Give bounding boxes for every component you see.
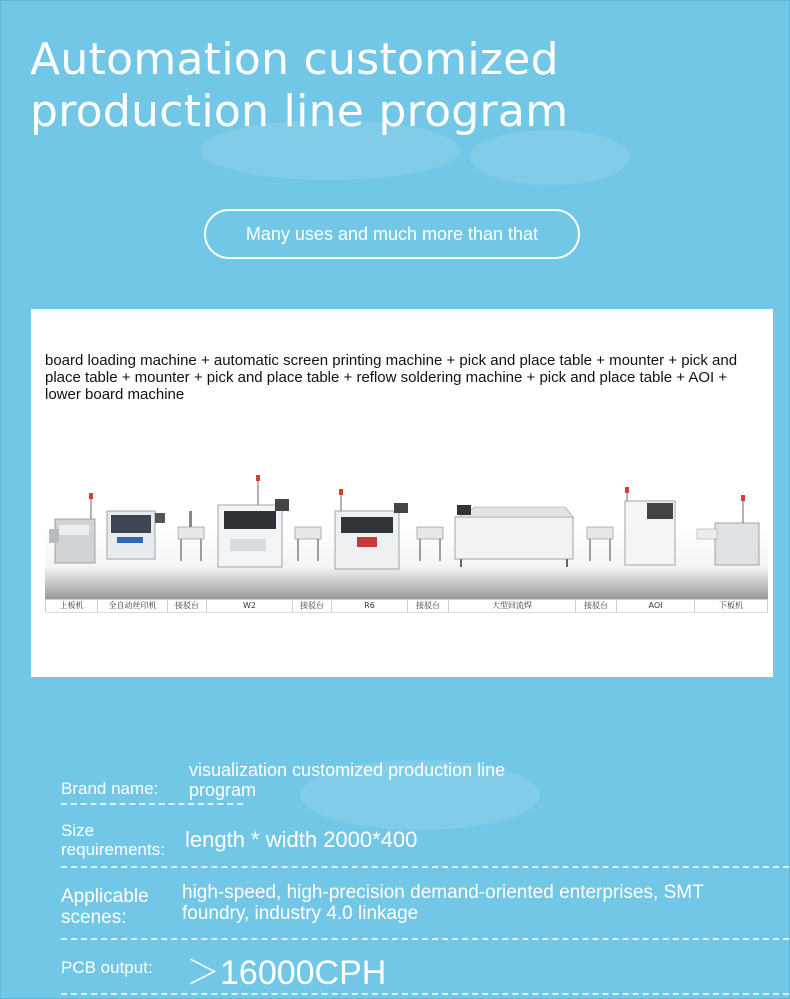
w2-mounter-machine [218, 475, 289, 567]
station-label: 上板机 [45, 600, 97, 612]
divider [61, 866, 789, 868]
applicable-scenes-value: high-speed, high-precision demand-oriented enterprises, SMT foundry, industry 4.0 linkage [182, 882, 704, 924]
station-labels [45, 599, 768, 613]
production-line-illustration [45, 467, 768, 610]
r6-mounter-machine [335, 489, 408, 569]
line-description: board loading machine + automatic screen printing machine + pick and place table + mounter + pick and place table + mounter + pick and place table + reflow soldering machine + pick and place table + AOI + lower board machine [45, 352, 738, 403]
station-label: 接驳台 [167, 600, 206, 612]
pcb-output-value: ＞16000CPH [186, 954, 387, 992]
tagline-pill: Many uses and much more than that [204, 209, 580, 259]
station-label: AOI [616, 600, 694, 612]
station-label: R6 [331, 600, 407, 612]
board-loader-machine [49, 493, 95, 563]
station-label: 下板机 [694, 600, 768, 612]
applicable-scenes-label: Applicable scenes: [61, 886, 149, 928]
divider [61, 803, 243, 805]
aoi-machine [625, 487, 675, 565]
station-label: 接驳台 [407, 600, 448, 612]
divider [61, 993, 789, 995]
page-title: Automation customized production line program [30, 34, 569, 137]
machines-image [45, 467, 768, 599]
station-label: 全自动丝印机 [97, 600, 167, 612]
divider [61, 938, 789, 940]
station-label: 接驳台 [575, 600, 616, 612]
brand-name-value: visualization customized production line program [189, 760, 506, 800]
station-label: 接驳台 [292, 600, 331, 612]
reflow-oven-machine [455, 505, 573, 567]
station-label: 大型回流焊 [448, 600, 575, 612]
size-requirements-label: Size requirements: [61, 821, 165, 859]
pcb-output-label: PCB output: [61, 958, 153, 977]
production-line-card [31, 309, 773, 677]
station-label: W2 [206, 600, 292, 612]
size-requirements-value: length * width 2000*400 [185, 827, 418, 852]
background-cloud [470, 130, 630, 185]
brand-name-label: Brand name: [61, 779, 159, 798]
